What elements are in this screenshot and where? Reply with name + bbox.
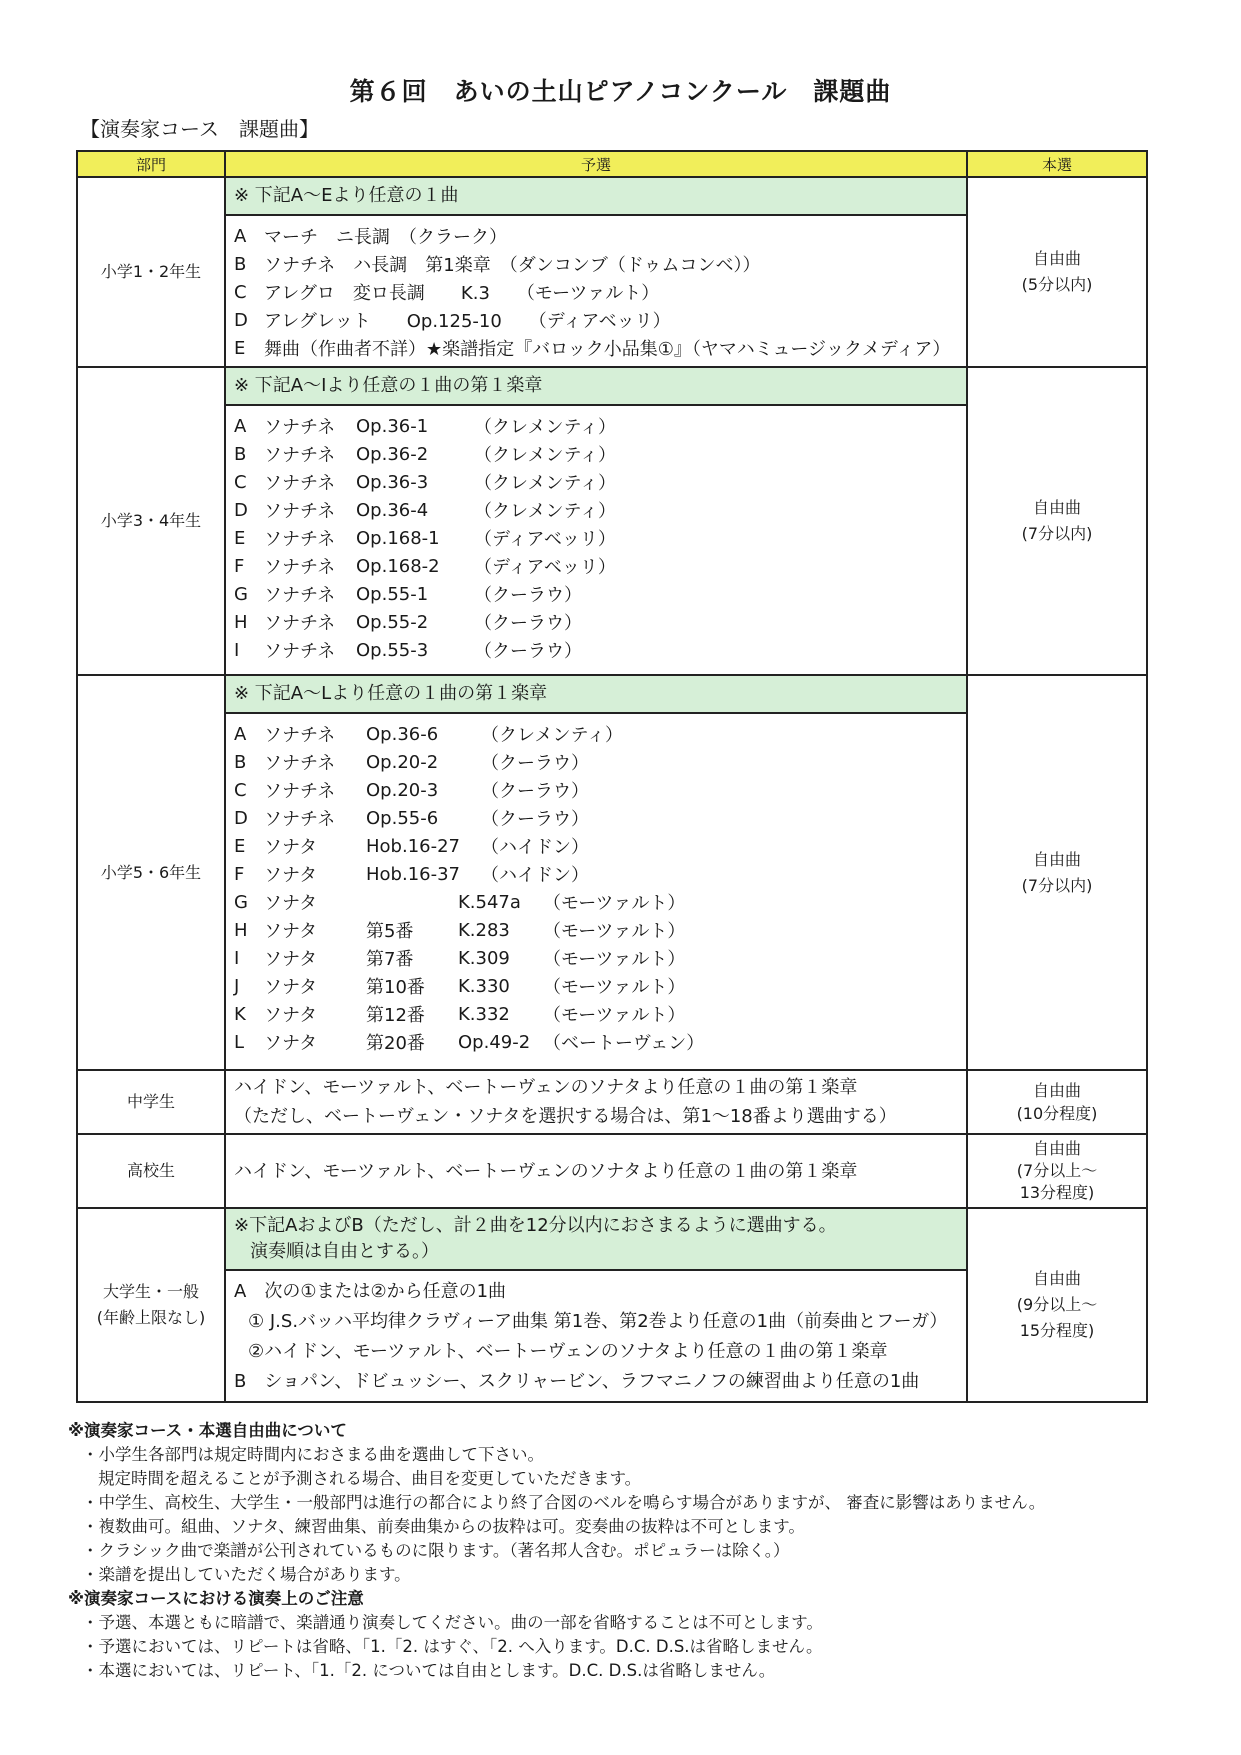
- item-number: 第10番: [366, 977, 425, 998]
- item-composer: （ハイドン）: [481, 837, 589, 858]
- notes-item: ・クラシック曲で楽譜が公刊されているものに限ります。（著名邦人含む。ポピュラーは除く。）: [82, 1541, 790, 1560]
- final-cell: [967, 675, 1147, 1070]
- list-item: [234, 860, 958, 888]
- page-title: 第６回 あいの土山ピアノコンクール 課題曲: [349, 77, 892, 106]
- list-item: [234, 580, 958, 608]
- final-label: 自由曲: [1032, 1269, 1081, 1288]
- header-category: 部門: [77, 151, 225, 177]
- final-cell: [967, 1134, 1147, 1208]
- list-item: [234, 916, 958, 944]
- list-item: [234, 972, 958, 1000]
- item-catalog: K.332: [458, 1003, 510, 1025]
- notes-item: ・本選においては、リピート、「1.「2. については自由とします。D.C. D.S.は省略しません。: [82, 1661, 776, 1680]
- item-catalog: K.330: [458, 975, 510, 997]
- header-final: 本選: [967, 151, 1147, 177]
- item-composer: （モーツァルト）: [543, 893, 686, 914]
- notes-item: ・小学生各部門は規定時間内におさまる曲を選曲して下さい。: [82, 1445, 544, 1464]
- item-type: ソナチネ: [264, 445, 336, 466]
- item-type: ソナタ: [264, 1005, 318, 1026]
- list-item: B ショパン、ドビュッシー、スクリャービン、ラフマニノフの練習曲より任意の1曲: [234, 1371, 920, 1392]
- final-time: (10分程度): [1016, 1104, 1098, 1123]
- item-type: ソナタ: [264, 865, 318, 886]
- item-letter: H: [234, 919, 248, 941]
- final-time: (7分以上〜: [1016, 1161, 1098, 1180]
- item-letter: A: [234, 225, 247, 247]
- item-type: ソナチネ: [264, 417, 336, 438]
- list-item: [234, 278, 958, 306]
- list-item: [234, 776, 958, 804]
- item-number: 第7番: [366, 949, 414, 970]
- prelim-line: ハイドン、モーツァルト、ベートーヴェンのソナタより任意の１曲の第１楽章: [234, 1077, 858, 1098]
- item-composer: （クーラウ）: [474, 613, 582, 634]
- prelim-line: ハイドン、モーツァルト、ベートーヴェンのソナタより任意の１曲の第１楽章: [234, 1160, 858, 1182]
- notes-item: ・中学生、高校生、大学生・一般部門は進行の都合により終了合図のベルを鳴らす場合がありますが、 審査に影響はありません。: [82, 1493, 1046, 1512]
- notes-item: 規定時間を超えることが予測される場合、曲目を変更していただきます。: [98, 1469, 642, 1488]
- section-label: 【演奏家コース 課題曲】: [80, 117, 319, 141]
- item-letter: C: [234, 471, 247, 493]
- item-letter: E: [234, 337, 246, 359]
- table-row: [77, 675, 1147, 1070]
- list-item: [234, 222, 958, 250]
- item-catalog: K.309: [458, 947, 510, 969]
- item-composer: （クレメンティ）: [481, 725, 624, 746]
- item-composer: （クーラウ）: [481, 809, 589, 830]
- course-table: [76, 150, 1148, 1403]
- item-text: アレグロ 変ロ長調 K.3 （モーツァルト）: [264, 283, 660, 304]
- final-time: (9分以上〜: [1016, 1295, 1098, 1314]
- item-type: ソナタ: [264, 837, 318, 858]
- item-type: ソナチネ: [264, 529, 336, 550]
- item-type: ソナチネ: [264, 753, 336, 774]
- prelim-text: [226, 1071, 966, 1133]
- item-letter: B: [234, 253, 247, 275]
- item-opus: Hob.16-27: [366, 835, 460, 857]
- item-composer: （ディアベッリ）: [474, 557, 616, 578]
- table-row: [77, 367, 1147, 675]
- item-composer: （クーラウ）: [481, 781, 589, 802]
- category-cell: 小学5・6年生: [77, 675, 225, 1070]
- list-item: [234, 1000, 958, 1028]
- table-row: [77, 177, 1147, 367]
- category-cell: 高校生: [77, 1134, 225, 1208]
- item-text: ソナチネ ハ長調 第1楽章 （ダンコンブ（ドゥムコンベ））: [264, 255, 761, 276]
- item-number: 第5番: [366, 921, 414, 942]
- prelim-cell: [225, 367, 967, 675]
- item-letter: K: [234, 1003, 246, 1025]
- notes-section: [68, 1419, 1045, 1683]
- list-item: [234, 250, 958, 278]
- item-number: 第12番: [366, 1005, 425, 1026]
- item-opus: Op.55-2: [356, 611, 429, 633]
- item-text: アレグレット Op.125-10 （ディアベッリ）: [264, 311, 671, 332]
- item-letter: D: [234, 807, 248, 829]
- prelim-note: [226, 1209, 966, 1271]
- item-type: ソナチネ: [264, 641, 336, 662]
- category-cell: [77, 1208, 225, 1402]
- item-composer: （クーラウ）: [474, 585, 582, 606]
- category-cell: 小学3・4年生: [77, 367, 225, 675]
- item-opus: Op.36-2: [356, 443, 429, 465]
- item-composer: （モーツァルト）: [543, 977, 686, 998]
- list-item: [234, 552, 958, 580]
- final-label: 自由曲: [1032, 849, 1081, 869]
- list-item: A 次の①または②から任意の1曲: [234, 1281, 507, 1302]
- item-composer: （ベートーヴェン）: [543, 1033, 705, 1054]
- item-letter: I: [234, 947, 240, 969]
- category-sublabel: (年齢上限なし): [96, 1308, 206, 1327]
- final-time: (7分以内): [1021, 524, 1093, 543]
- table-row: [77, 1070, 1147, 1134]
- category-label: 大学生・一般: [102, 1282, 199, 1301]
- final-label: 自由曲: [1032, 1139, 1081, 1158]
- item-opus: Op.55-6: [366, 807, 439, 829]
- piece-list: [226, 406, 966, 668]
- item-type: ソナチネ: [264, 613, 336, 634]
- item-type: ソナタ: [264, 949, 318, 970]
- item-composer: （ハイドン）: [481, 865, 589, 886]
- prelim-note-line: ※下記AおよびB（ただし、計２曲を12分以内におさまるように選曲する。: [234, 1215, 837, 1236]
- list-item: [234, 1028, 958, 1056]
- item-composer: （クレメンティ）: [474, 417, 617, 438]
- item-letter: L: [234, 1031, 245, 1053]
- item-letter: E: [234, 835, 246, 857]
- item-type: ソナタ: [264, 921, 318, 942]
- list-item: ① J.S.バッハ平均律クラヴィーア曲集 第1巻、第2巻より任意の1曲（前奏曲とフーガ）: [248, 1311, 948, 1332]
- item-letter: H: [234, 611, 248, 633]
- final-cell: [967, 367, 1147, 675]
- item-composer: （モーツァルト）: [543, 1005, 686, 1026]
- final-time-cont: 15分程度): [1019, 1321, 1095, 1340]
- notes-heading: ※演奏家コース・本選自由曲について: [68, 1421, 347, 1440]
- table-row: [77, 1208, 1147, 1402]
- list-item: [234, 748, 958, 776]
- list-item: [234, 496, 958, 524]
- item-opus: Op.36-6: [366, 723, 439, 745]
- list-item: [234, 412, 958, 440]
- item-letter: F: [234, 863, 245, 885]
- list-item: [234, 468, 958, 496]
- prelim-note: ※ 下記A〜Lより任意の１曲の第１楽章: [226, 676, 966, 714]
- notes-item: ・複数曲可。組曲、ソナタ、練習曲集、前奏曲集からの抜粋は可。変奏曲の抜粋は不可とします。: [82, 1517, 805, 1536]
- list-item: [234, 832, 958, 860]
- item-letter: J: [234, 975, 240, 997]
- final-cell: [967, 1208, 1147, 1402]
- item-text: 舞曲（作曲者不詳）★楽譜指定『バロック小品集①』（ヤマハミュージックメディア）: [264, 339, 951, 360]
- item-opus: Op.168-1: [356, 527, 440, 549]
- item-composer: （クレメンティ）: [474, 473, 617, 494]
- item-type: ソナタ: [264, 893, 318, 914]
- item-type: ソナチネ: [264, 725, 336, 746]
- item-composer: （モーツァルト）: [543, 921, 686, 942]
- item-opus: Op.55-3: [356, 639, 429, 661]
- final-label: 自由曲: [1032, 1081, 1081, 1100]
- item-letter: C: [234, 281, 247, 303]
- piece-list: [226, 714, 966, 1060]
- list-item: [234, 440, 958, 468]
- item-composer: （ディアベッリ）: [474, 529, 616, 550]
- list-item: [234, 944, 958, 972]
- item-type: ソナチネ: [264, 501, 336, 522]
- table-header-row: [77, 151, 1147, 177]
- item-opus: Op.36-3: [356, 471, 429, 493]
- list-item: [234, 524, 958, 552]
- item-composer: （クレメンティ）: [474, 501, 617, 522]
- item-type: ソナチネ: [264, 557, 336, 578]
- final-time: (5分以内): [1021, 275, 1093, 294]
- item-composer: （クレメンティ）: [474, 445, 617, 466]
- item-text: マーチ ニ長調 （クラーク）: [264, 227, 507, 248]
- list-item: [234, 636, 958, 664]
- list-item: ②ハイドン、モーツァルト、ベートーヴェンのソナタより任意の１曲の第１楽章: [248, 1341, 888, 1362]
- item-opus: Op.20-3: [366, 779, 439, 801]
- list-item: [234, 608, 958, 636]
- list-item: [234, 334, 958, 362]
- prelim-line: （ただし、ベートーヴェン・ソナタを選択する場合は、第1〜18番より選曲する）: [234, 1106, 897, 1127]
- prelim-note: ※ 下記A〜Iより任意の１曲の第１楽章: [226, 368, 966, 406]
- list-item: [234, 720, 958, 748]
- item-type: ソナチネ: [264, 473, 336, 494]
- list-item: [234, 804, 958, 832]
- notes-item: ・楽譜を提出していただく場合があります。: [82, 1565, 411, 1584]
- prelim-note: ※ 下記A〜Eより任意の１曲: [226, 178, 966, 216]
- item-letter: E: [234, 527, 246, 549]
- item-catalog: Op.49-2: [458, 1031, 531, 1053]
- item-composer: （モーツァルト）: [543, 949, 686, 970]
- prelim-cell: [225, 1134, 967, 1208]
- notes-heading: ※演奏家コースにおける演奏上のご注意: [68, 1589, 364, 1608]
- item-type: ソナチネ: [264, 585, 336, 606]
- final-label: 自由曲: [1032, 249, 1081, 268]
- item-opus: Op.168-2: [356, 555, 440, 577]
- item-letter: I: [234, 639, 240, 661]
- list-item: [234, 306, 958, 334]
- item-opus: Op.36-1: [356, 415, 429, 437]
- prelim-cell: [225, 675, 967, 1070]
- item-letter: D: [234, 309, 248, 331]
- item-type: ソナタ: [264, 977, 318, 998]
- item-opus: Op.20-2: [366, 751, 439, 773]
- piece-list: [226, 216, 966, 366]
- item-letter: B: [234, 751, 247, 773]
- final-label: 自由曲: [1032, 498, 1081, 517]
- item-letter: D: [234, 499, 248, 521]
- prelim-cell: [225, 1208, 967, 1402]
- final-cell: [967, 1070, 1147, 1134]
- item-composer: （クーラウ）: [474, 641, 582, 662]
- item-composer: （クーラウ）: [481, 753, 589, 774]
- item-letter: G: [234, 583, 248, 605]
- list-item: [234, 888, 958, 916]
- category-cell: 小学1・2年生: [77, 177, 225, 367]
- prelim-cell: [225, 1070, 967, 1134]
- header-prelim: 予選: [225, 151, 967, 177]
- notes-item: ・予選、本選ともに暗譜で、楽譜通り演奏してください。曲の一部を省略することは不可とします。: [82, 1613, 823, 1632]
- notes-item: ・予選においては、リピートは省略、「1.「2. はすぐ、「2. へ入ります。D.C. D.S.は省略しません。: [82, 1637, 823, 1656]
- final-time: (7分以内): [1021, 875, 1093, 895]
- final-time-cont: 13分程度): [1019, 1183, 1095, 1202]
- category-cell: 中学生: [77, 1070, 225, 1134]
- prelim-note-line: 演奏順は自由とする。）: [250, 1241, 439, 1262]
- item-opus: Hob.16-37: [366, 863, 460, 885]
- item-number: 第20番: [366, 1033, 425, 1054]
- item-letter: B: [234, 443, 247, 465]
- item-letter: A: [234, 415, 247, 437]
- item-type: ソナチネ: [264, 781, 336, 802]
- table-row: [77, 1134, 1147, 1208]
- item-type: ソナチネ: [264, 809, 336, 830]
- item-letter: F: [234, 555, 245, 577]
- item-type: ソナタ: [264, 1033, 318, 1054]
- final-cell: [967, 177, 1147, 367]
- item-letter: G: [234, 891, 248, 913]
- item-catalog: K.547a: [458, 891, 521, 913]
- item-opus: Op.36-4: [356, 499, 429, 521]
- item-opus: Op.55-1: [356, 583, 429, 605]
- prelim-cell: [225, 177, 967, 367]
- item-catalog: K.283: [458, 919, 510, 941]
- item-letter: A: [234, 723, 247, 745]
- item-letter: C: [234, 779, 247, 801]
- piece-list: [226, 1271, 966, 1401]
